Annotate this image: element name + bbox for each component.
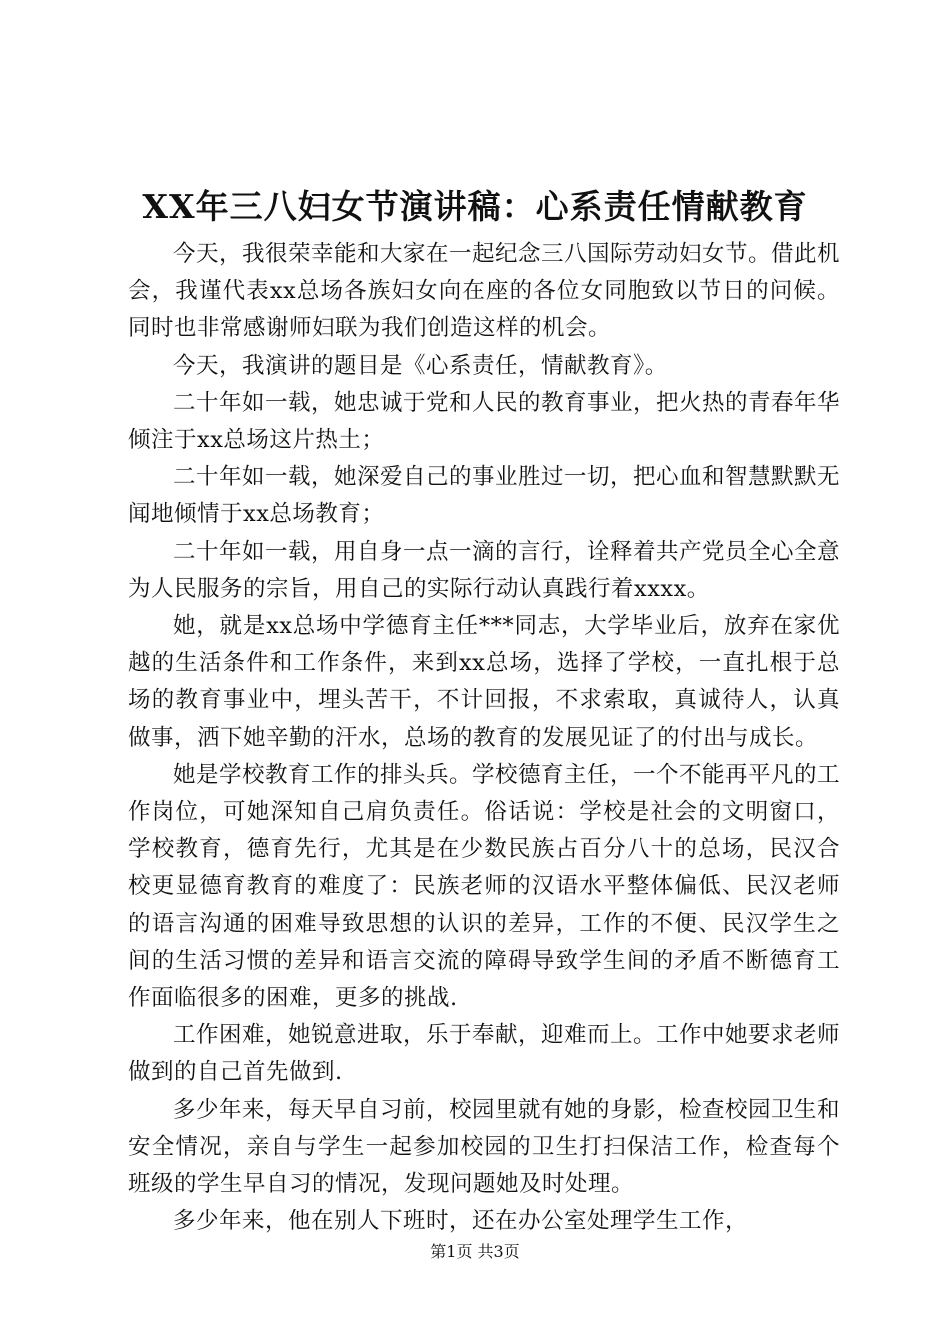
page-number: 第1页 共3页 bbox=[430, 1242, 520, 1261]
paragraph: 多少年来，每天早自习前，校园里就有她的身影，检查校园卫生和安全情况，亲自与学生一起参加校园的卫生打扫保洁工作，检查每个班级的学生早自习的情况，发现问题她及时处理。 bbox=[128, 1096, 841, 1198]
paragraph: 她是学校教育工作的排头兵。学校德育主任，一个不能再平凡的工作岗位，可她深知自己肩负责任。俗话说：学校是社会的文明窗口，学校教育，德育先行，尤其是在少数民族占百分八十的总场，民汉合校更显德育教育的难度了：民族老师的汉语水平整体偏低、民汉老师的语言沟通的困难导致思想的认识的差异，工作的不便、民汉学生之间的生活习惯的差异和语言交流的障碍导致学生间的矛盾不断德育工作面临很多的困难，更多的挑战. bbox=[128, 761, 841, 1012]
paragraph: 工作困难，她锐意进取，乐于奉献，迎难而上。工作中她要求老师做到的自己首先做到. bbox=[128, 1022, 841, 1086]
paragraph: 二十年如一载，她深爱自己的事业胜过一切，把心血和智慧默默无闻地倾情于xx总场教育； bbox=[128, 464, 841, 528]
paragraph: 她，就是xx总场中学德育主任***同志，大学毕业后，放弃在家优越的生活条件和工作条件，来到xx总场，选择了学校，一直扎根于总场的教育事业中，埋头苦干，不计回报，不求索取，真诚待人，认真做事，洒下她辛勤的汗水，总场的教育的发展见证了的付出与成长。 bbox=[128, 613, 840, 751]
paragraph: 今天，我很荣幸能和大家在一起纪念三八国际劳动妇女节。借此机会，我谨代表xx总场各族妇女向在座的各位女同胞致以节日的问候。同时也非常感谢师妇联为我们创造这样的机会。 bbox=[128, 241, 841, 342]
paragraph: 多少年来，他在别人下班时，还在办公室处理学生工作， bbox=[173, 1208, 749, 1235]
page-footer bbox=[0, 1240, 950, 1264]
document-body bbox=[128, 236, 840, 1240]
document-title: XX年三八妇女节演讲稿：心系责任情献教育 bbox=[142, 187, 808, 226]
paragraph: 今天，我演讲的题目是《心系责任，情献教育》。 bbox=[173, 352, 668, 379]
paragraph: 二十年如一载，用自身一点一滴的言行，诠释着共产党员全心全意为人民服务的宗旨，用自己的实际行动认真践行着xxxx。 bbox=[128, 538, 841, 602]
paragraph: 二十年如一载，她忠诚于党和人民的教育事业，把火热的青春年华倾注于xx总场这片热土； bbox=[128, 389, 841, 454]
